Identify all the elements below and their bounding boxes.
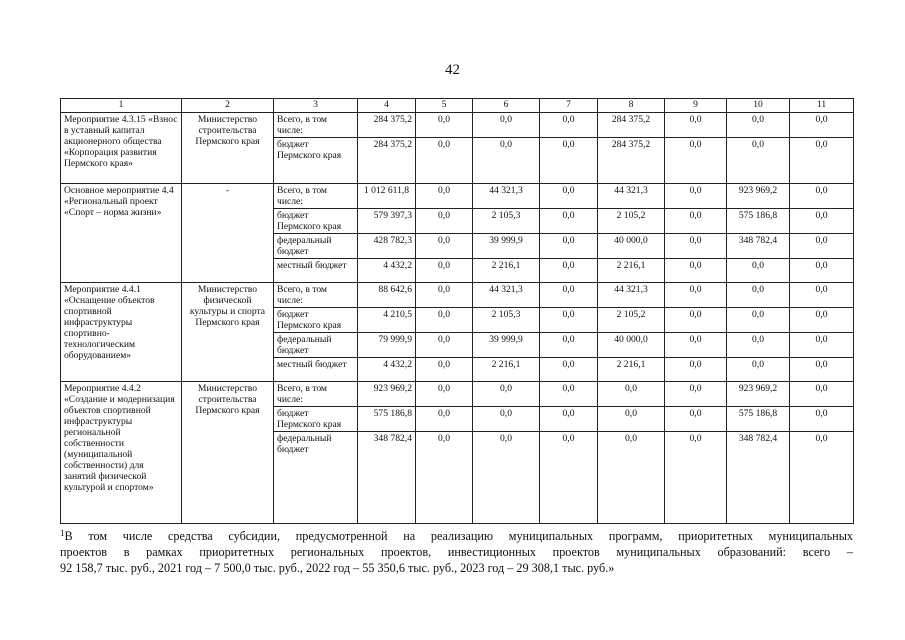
value-cell: 0,0 <box>416 358 473 382</box>
value-cell: 2 105,3 <box>473 209 540 234</box>
footnote <box>60 528 853 576</box>
value-cell: 0,0 <box>540 234 598 259</box>
value-cell: 0,0 <box>790 407 854 432</box>
value-cell: 348 782,4 <box>727 234 790 259</box>
value-cell: 0,0 <box>540 184 598 209</box>
value-cell: 0,0 <box>790 184 854 209</box>
value-cell: 0,0 <box>790 432 854 524</box>
value-cell: 0,0 <box>416 113 473 138</box>
executor: Министерство строительства Пермского края <box>182 113 274 184</box>
value-cell: 0,0 <box>540 259 598 283</box>
value-cell: 2 216,1 <box>473 358 540 382</box>
funding-source: Всего, в том числе: <box>274 382 358 407</box>
value-cell: 0,0 <box>540 113 598 138</box>
footnote-text-1: В том числе средства субсидии, предусмотренной на реализацию муниципальных программ, приоритетных муниципальных <box>64 529 853 543</box>
value-cell: 39 999,9 <box>473 333 540 358</box>
value-cell: 0,0 <box>540 283 598 308</box>
value-cell: 4 210,5 <box>358 308 416 333</box>
activity-name: Мероприятие 4.4.1 «Оснащение объектов спортивной инфраструктуры спортивно-технологическим оборудованием» <box>61 283 182 382</box>
value-cell: 0,0 <box>665 283 727 308</box>
value-cell: 44 321,3 <box>473 283 540 308</box>
column-header: 1 <box>61 99 182 113</box>
funding-source: бюджет Пермского края <box>274 407 358 432</box>
value-cell: 0,0 <box>727 259 790 283</box>
value-cell: 0,0 <box>598 382 665 407</box>
value-cell: 284 375,2 <box>358 138 416 184</box>
value-cell: 0,0 <box>790 234 854 259</box>
column-header: 5 <box>416 99 473 113</box>
value-cell: 2 105,2 <box>598 308 665 333</box>
executor: - <box>182 184 274 283</box>
value-cell: 39 999,9 <box>473 234 540 259</box>
value-cell: 0,0 <box>790 259 854 283</box>
value-cell: 0,0 <box>665 358 727 382</box>
funding-source: бюджет Пермского края <box>274 308 358 333</box>
activity-name: Мероприятие 4.3.15 «Взнос в уставный капитал акционерного общества «Корпорация развития Пермского края» <box>61 113 182 184</box>
footnote-line-2: проектов в рамках приоритетных региональных проектов, инвестиционных проектов муниципальных образований: всего – <box>60 545 853 559</box>
value-cell: 0,0 <box>665 113 727 138</box>
column-header: 2 <box>182 99 274 113</box>
value-cell: 0,0 <box>665 209 727 234</box>
value-cell: 0,0 <box>790 358 854 382</box>
value-cell: 4 432,2 <box>358 259 416 283</box>
value-cell: 0,0 <box>665 432 727 524</box>
value-cell: 284 375,2 <box>598 113 665 138</box>
value-cell: 0,0 <box>473 382 540 407</box>
column-header: 7 <box>540 99 598 113</box>
page-number: 42 <box>445 62 460 78</box>
value-cell: 0,0 <box>540 138 598 184</box>
value-cell: 0,0 <box>416 432 473 524</box>
value-cell: 348 782,4 <box>358 432 416 524</box>
value-cell: 575 186,8 <box>727 407 790 432</box>
column-header: 8 <box>598 99 665 113</box>
value-cell: 0,0 <box>790 333 854 358</box>
table-row <box>61 184 854 209</box>
value-cell: 0,0 <box>790 138 854 184</box>
value-cell: 0,0 <box>727 308 790 333</box>
value-cell: 0,0 <box>665 138 727 184</box>
value-cell: 0,0 <box>727 113 790 138</box>
value-cell: 0,0 <box>540 382 598 407</box>
funding-source: Всего, в том числе: <box>274 283 358 308</box>
funding-source: местный бюджет <box>274 259 358 283</box>
value-cell: 2 216,1 <box>598 358 665 382</box>
value-cell: 88 642,6 <box>358 283 416 308</box>
value-cell: 0,0 <box>598 407 665 432</box>
value-cell: 44 321,3 <box>473 184 540 209</box>
funding-source: федеральный бюджет <box>274 333 358 358</box>
activity-name: Основное мероприятие 4.4 «Региональный проект «Спорт – норма жизни» <box>61 184 182 283</box>
value-cell: 0,0 <box>540 308 598 333</box>
value-cell: 0,0 <box>790 382 854 407</box>
value-cell: 44 321,3 <box>598 283 665 308</box>
value-cell: 0,0 <box>727 358 790 382</box>
value-cell: 0,0 <box>416 209 473 234</box>
funding-source: Всего, в том числе: <box>274 113 358 138</box>
value-cell: 2 105,3 <box>473 308 540 333</box>
value-cell: 923 969,2 <box>727 382 790 407</box>
value-cell: 0,0 <box>665 308 727 333</box>
funding-source: бюджет Пермского края <box>274 209 358 234</box>
funding-source: Всего, в том числе: <box>274 184 358 209</box>
column-header: 6 <box>473 99 540 113</box>
header-row <box>61 99 854 113</box>
value-cell: 428 782,3 <box>358 234 416 259</box>
value-cell: 0,0 <box>598 432 665 524</box>
value-cell: 0,0 <box>790 283 854 308</box>
value-cell: 0,0 <box>665 382 727 407</box>
funding-source: бюджет Пермского края <box>274 138 358 184</box>
value-cell: 923 969,2 <box>358 382 416 407</box>
value-cell: 0,0 <box>540 333 598 358</box>
value-cell: 0,0 <box>665 184 727 209</box>
executor: Министерство физической культуры и спорта Пермского края <box>182 283 274 382</box>
value-cell: 0,0 <box>540 407 598 432</box>
executor: Министерство строительства Пермского края <box>182 382 274 524</box>
value-cell: 0,0 <box>473 432 540 524</box>
table-row <box>61 113 854 138</box>
value-cell: 4 432,2 <box>358 358 416 382</box>
value-cell: 0,0 <box>540 358 598 382</box>
value-cell: 2 216,1 <box>473 259 540 283</box>
value-cell: 1 012 611,8 <box>358 184 416 209</box>
value-cell: 0,0 <box>540 432 598 524</box>
table-row <box>61 382 854 407</box>
footnote-line-3: 92 158,7 тыс. руб., 2021 год – 7 500,0 тыс. руб., 2022 год – 55 350,6 тыс. руб., 2023 год – 29 308,1 тыс. руб.» <box>60 561 615 575</box>
value-cell: 44 321,3 <box>598 184 665 209</box>
value-cell: 0,0 <box>416 407 473 432</box>
column-header: 10 <box>727 99 790 113</box>
value-cell: 0,0 <box>727 283 790 308</box>
value-cell: 575 186,8 <box>358 407 416 432</box>
funding-source: федеральный бюджет <box>274 432 358 524</box>
value-cell: 579 397,3 <box>358 209 416 234</box>
activity-name: Мероприятие 4.4.2 «Создание и модернизация объектов спортивной инфраструктуры региональной собственности (муниципальной собственности) для занятий физической культурой и спортом» <box>61 382 182 524</box>
footnote-line-1 <box>60 528 853 544</box>
value-cell: 0,0 <box>665 259 727 283</box>
value-cell: 923 969,2 <box>727 184 790 209</box>
value-cell: 0,0 <box>790 308 854 333</box>
value-cell: 2 105,2 <box>598 209 665 234</box>
value-cell: 0,0 <box>473 138 540 184</box>
value-cell: 0,0 <box>416 259 473 283</box>
value-cell: 0,0 <box>416 333 473 358</box>
value-cell: 0,0 <box>665 407 727 432</box>
value-cell: 284 375,2 <box>598 138 665 184</box>
funding-source: местный бюджет <box>274 358 358 382</box>
value-cell: 0,0 <box>790 209 854 234</box>
value-cell: 0,0 <box>416 234 473 259</box>
value-cell: 0,0 <box>416 283 473 308</box>
funding-source: федеральный бюджет <box>274 234 358 259</box>
value-cell: 79 999,9 <box>358 333 416 358</box>
value-cell: 40 000,0 <box>598 333 665 358</box>
column-header: 3 <box>274 99 358 113</box>
budget-table <box>60 98 854 524</box>
footnote-marker: 1 <box>60 528 65 538</box>
column-header: 11 <box>790 99 854 113</box>
value-cell: 0,0 <box>416 382 473 407</box>
value-cell: 0,0 <box>473 407 540 432</box>
value-cell: 0,0 <box>665 234 727 259</box>
column-header: 9 <box>665 99 727 113</box>
value-cell: 0,0 <box>790 113 854 138</box>
column-header: 4 <box>358 99 416 113</box>
value-cell: 0,0 <box>416 138 473 184</box>
value-cell: 0,0 <box>665 333 727 358</box>
value-cell: 348 782,4 <box>727 432 790 524</box>
value-cell: 2 216,1 <box>598 259 665 283</box>
table-row <box>61 283 854 308</box>
value-cell: 0,0 <box>727 138 790 184</box>
value-cell: 40 000,0 <box>598 234 665 259</box>
value-cell: 0,0 <box>416 308 473 333</box>
value-cell: 0,0 <box>416 184 473 209</box>
value-cell: 575 186,8 <box>727 209 790 234</box>
value-cell: 0,0 <box>540 209 598 234</box>
value-cell: 0,0 <box>727 333 790 358</box>
value-cell: 0,0 <box>473 113 540 138</box>
value-cell: 284 375,2 <box>358 113 416 138</box>
